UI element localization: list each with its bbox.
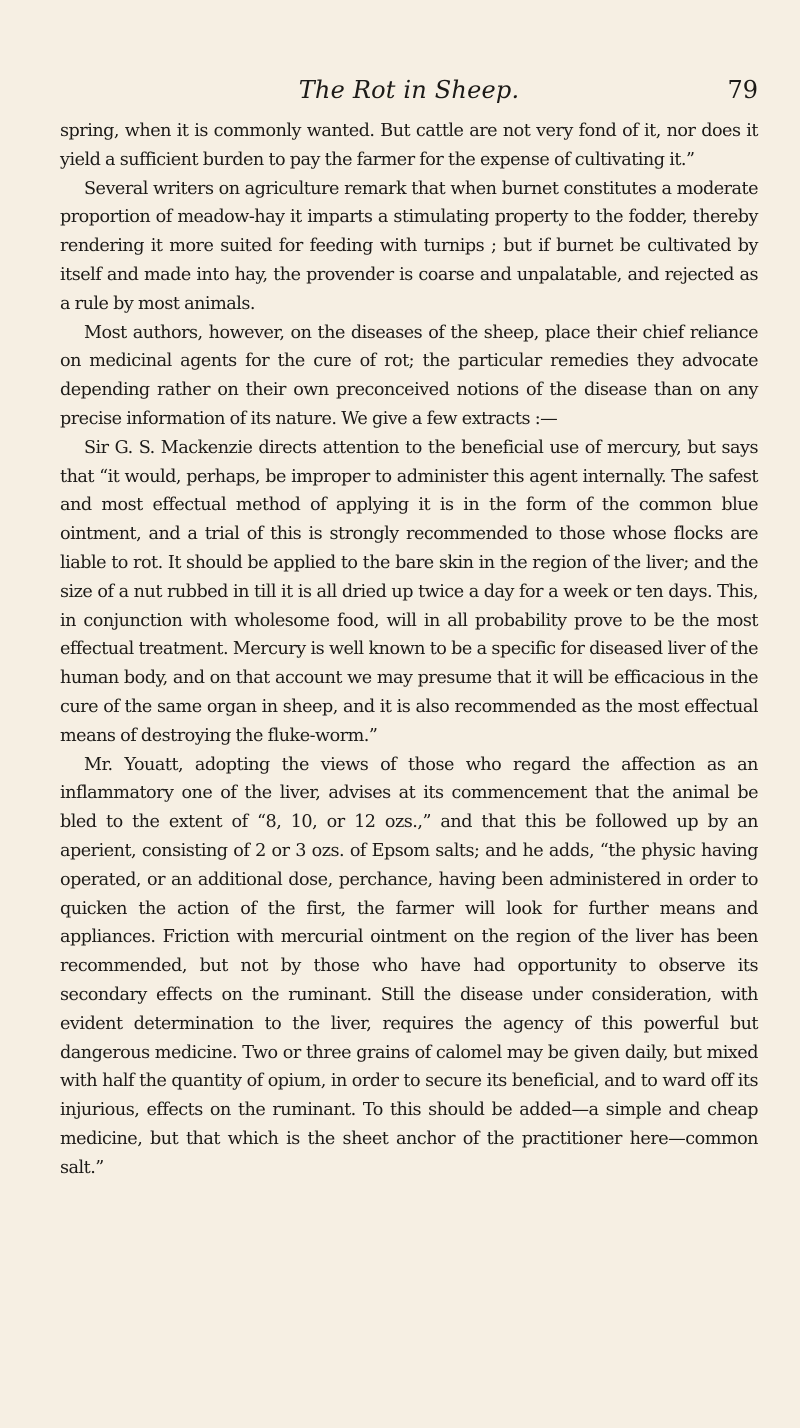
page-header [60, 72, 758, 108]
running-title: The Rot in Sheep. [298, 76, 520, 104]
paragraph-continuation: spring, when it is commonly wanted. But cattle are not very fond of it, nor does it yield a sufficient burden to pay the farmer for the expense of cultivating it.” [60, 121, 758, 170]
body-text [60, 117, 758, 1182]
page-number: 79 [727, 76, 758, 104]
paragraph-mackenzie: Sir G. S. Mackenzie directs attention to the beneficial use of mercury, but says that “it would, perhaps, be improper to administer this agent internally. The safest and most effectual method of applying it is in the form of the common blue ointment, and a trial of this is strongly recommended to those whose flocks are liable to rot. It should be applied to the bare skin in the region of the liver; and the size of a nut rubbed in till it is all dried up twice a day for a week or ten days. This, in conjunction with wholesome food, will in all probability prove to be the most effectual treatment. Mercury is well known to be a specific for diseased liver of the human body, and on that account we may presume that it will be efficacious in the cure of the same organ in sheep, and it is also recommended as the most effectual means of destroying the fluke-worm.” [60, 437, 758, 746]
paragraph-medicinal-agents: Most authors, however, on the diseases of the sheep, place their chief reliance on medicinal agents for the cure of rot; the particular remedies they advocate depending rather on their own preconceived notions of the disease than on any precise information of its nature. We give a few extracts :— [60, 322, 758, 429]
paragraph-burnet-hay: Several writers on agriculture remark that when burnet constitutes a moderate proportion of meadow-hay it imparts a stimulating property to the fodder, thereby rendering it more suited for feeding with turnips ; but if burnet be cultivated by itself and made into hay, the provender is coarse and unpalatable, and rejected as a rule by most animals. [60, 178, 758, 314]
paragraph-youatt: Mr. Youatt, adopting the views of those who regard the affection as an inflammatory one of the liver, advises at its commencement that the animal be bled to the extent of “8, 10, or 12 ozs.,” and that this be followed up by an aperient, consisting of 2 or 3 ozs. of Epsom salts; and he adds, “the physic having operated, or an additional dose, perchance, having been administered in order to quicken the action of the first, the farmer will look for further means and appliances. Friction with mercurial ointment on the region of the liver has been recommended, but not by those who have had opportunity to observe its secondary effects on the ruminant. Still the disease under consideration, with evident determination to the liver, requires the agency of this powerful but dangerous medicine. Two or three grains of calomel may be given daily, but mixed with half the quantity of opium, in order to secure its beneficial, and to ward off its injurious, effects on the ruminant. To this should be added—a simple and cheap medicine, but that which is the sheet anchor of the practitioner here—common salt.” [60, 754, 758, 1178]
